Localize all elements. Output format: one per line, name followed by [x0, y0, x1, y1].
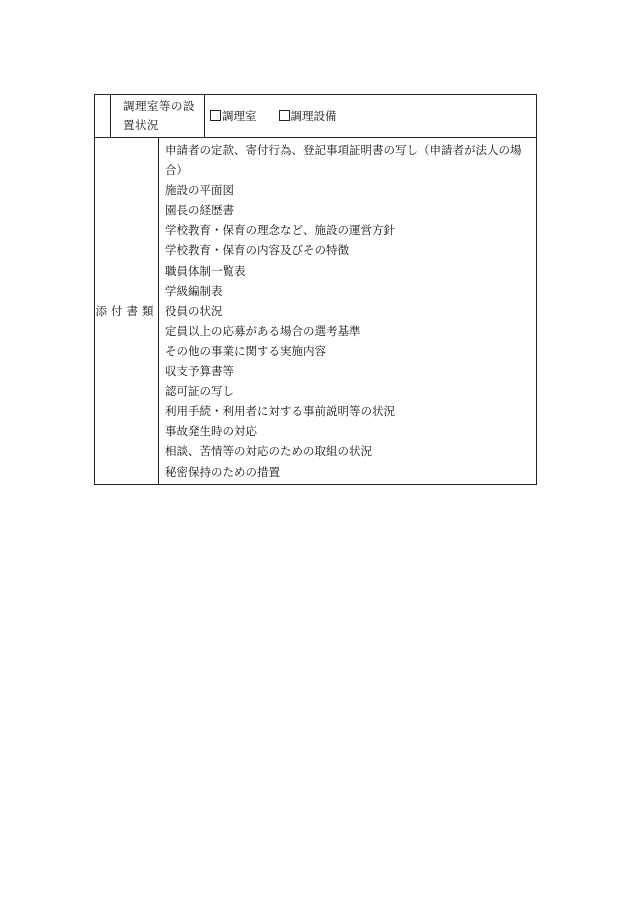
attachments-row [95, 138, 537, 485]
list-item: その他の事業に関する実施内容 [165, 343, 326, 358]
list-item: 役員の状況 [165, 303, 223, 318]
blank-cell [95, 95, 111, 138]
attachments-list [159, 138, 537, 485]
list-item: 認可証の写し [165, 384, 234, 399]
list-item: 学級編制表 [165, 283, 223, 298]
list-item: 学校教育・保育の理念など、施設の運営方針 [165, 223, 395, 238]
checkbox-cooking-equipment[interactable] [279, 110, 290, 121]
cooking-room-options [205, 95, 537, 138]
list-item: 学校教育・保育の内容及びその特徴 [165, 243, 349, 258]
list-item: 秘密保持のための措置 [165, 464, 280, 479]
list-item: 職員体制一覧表 [165, 263, 246, 278]
list-item: 収支予算書等 [165, 364, 234, 379]
list-item: 施設の平面図 [165, 183, 234, 198]
list-item: 相談、苦情等の対応のための取組の状況 [165, 444, 372, 459]
list-item: 申請者の定款、寄付行為、登記事項証明書の写し（申請者が法人の場合） [165, 143, 522, 178]
option-cooking-equipment-label: 調理設備 [290, 109, 337, 123]
list-item: 園長の経歴書 [165, 203, 234, 218]
list-item: 利用手続・利用者に対する事前説明等の状況 [165, 404, 395, 419]
attachments-label: 添付書類 [95, 138, 159, 485]
option-cooking-room-label: 調理室 [222, 109, 257, 123]
application-table [94, 94, 537, 485]
list-item: 事故発生時の対応 [165, 424, 257, 439]
cooking-room-label: 調理室等の設置状況 [111, 95, 205, 138]
cooking-room-row [95, 95, 537, 138]
checkbox-cooking-room[interactable] [210, 110, 221, 121]
list-item: 定員以上の応募がある場合の選考基準 [165, 323, 361, 338]
